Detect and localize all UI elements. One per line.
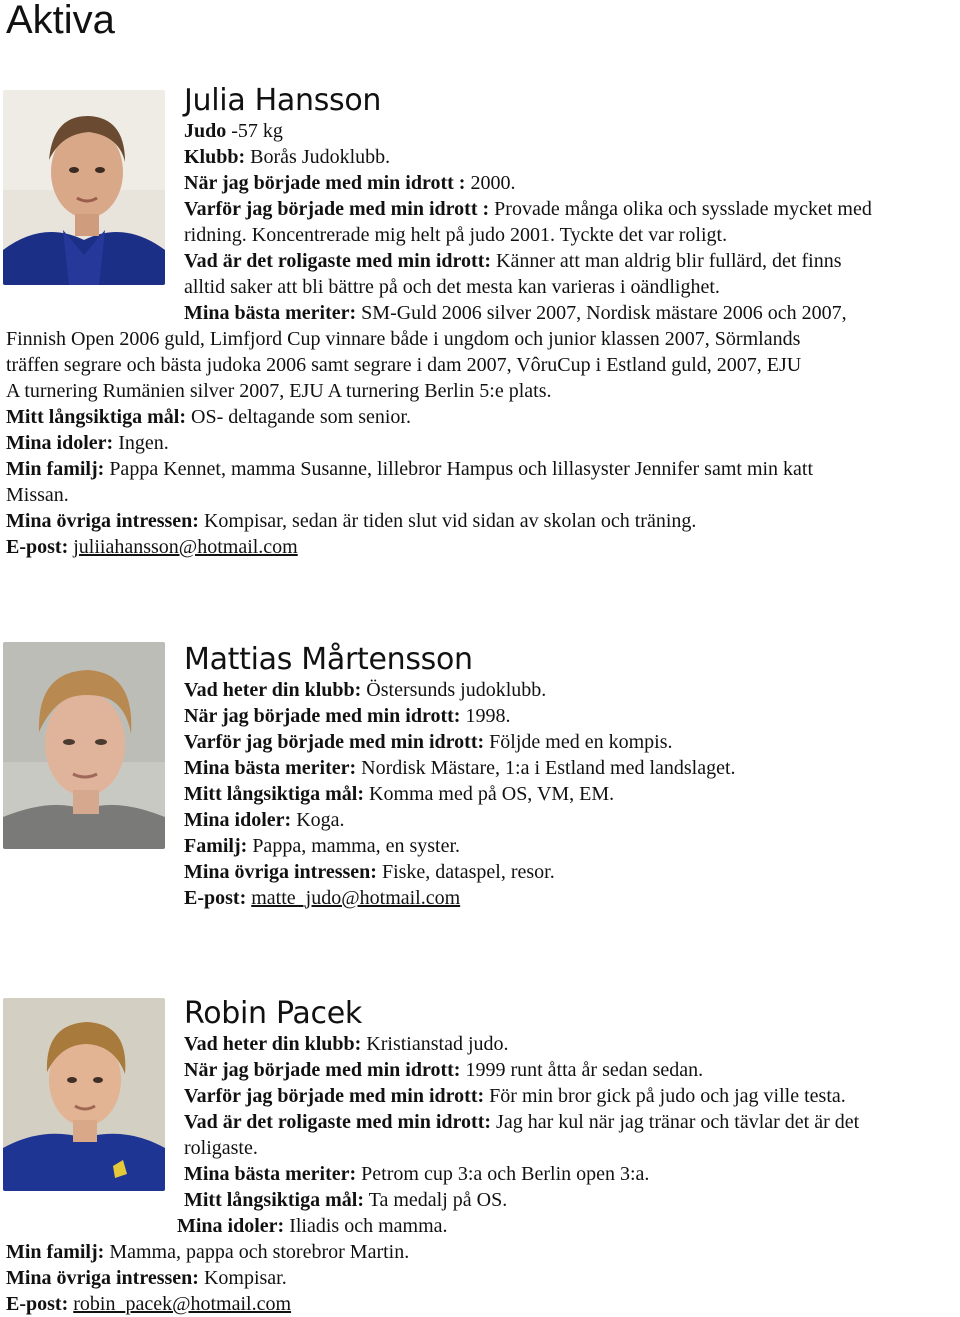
merits-line-cont: A turnering Rumänien silver 2007, EJU A turnering Berlin 5:e plats.: [6, 380, 552, 402]
started-line: När jag började med min idrott: 1999 runt åtta år sedan sedan.: [184, 1059, 704, 1081]
goal-line: Mitt långsiktiga mål: Komma med på OS, VM, EM.: [184, 783, 615, 805]
why-line: Varför jag började med min idrott: För min bror gick på judo och jag ville testa.: [184, 1085, 846, 1107]
email-link[interactable]: juliiahansson@hotmail.com: [73, 536, 298, 558]
started-line: När jag började med min idrott : 2000.: [184, 172, 516, 194]
family-line-cont: Missan.: [6, 484, 69, 506]
family-line: Familj: Pappa, mamma, en syster.: [184, 835, 461, 857]
fun-line-cont: roligaste.: [184, 1137, 258, 1159]
email-line: E-post: matte_judo@hotmail.com: [184, 887, 461, 909]
profile-name: Robin Pacek: [184, 996, 362, 1031]
interests-line: Mina övriga intressen: Kompisar.: [6, 1267, 287, 1289]
email-link[interactable]: robin_pacek@hotmail.com: [73, 1293, 292, 1315]
idols-line: Mina idoler: Koga.: [184, 809, 345, 831]
email-link[interactable]: matte_judo@hotmail.com: [251, 887, 461, 909]
profile-photo-robin: [3, 998, 165, 1191]
fun-line: Vad är det roligaste med min idrott: Jag har kul när jag tränar och tävlar det är det: [184, 1111, 860, 1133]
merits-line: Mina bästa meriter: SM-Guld 2006 silver 2007, Nordisk mästare 2006 och 2007,: [184, 302, 847, 324]
club-line: Klubb: Borås Judoklubb.: [184, 146, 391, 168]
why-line: Varför jag började med min idrott: Följde med en kompis.: [184, 731, 673, 753]
merits-line: Mina bästa meriter: Nordisk Mästare, 1:a i Estland med landslaget.: [184, 757, 736, 779]
profile-photo-mattias: [3, 642, 165, 849]
fun-line-cont: alltid saker att bli bättre på och det mesta kan varieras i oändlighet.: [184, 276, 720, 298]
profile-name: Mattias Mårtensson: [184, 642, 473, 677]
sport-line: Judo -57 kg: [184, 120, 283, 142]
interests-line: Mina övriga intressen: Fiske, dataspel, resor.: [184, 861, 555, 883]
family-line: Min familj: Pappa Kennet, mamma Susanne, lillebror Hampus och lillasyster Jennifer samt min katt: [6, 458, 814, 480]
idols-line: Mina idoler: Iliadis och mamma.: [177, 1215, 448, 1237]
email-line: E-post: juliiahansson@hotmail.com: [6, 536, 298, 558]
merits-line-cont: träffen segrare och bästa judoka 2006 samt segrare i dam 2007, VôruCup i Estland guld, 2007, EJU: [6, 354, 802, 376]
profile-photo-julia: [3, 90, 165, 285]
merits-line: Mina bästa meriter: Petrom cup 3:a och Berlin open 3:a.: [184, 1163, 650, 1185]
club-line: Vad heter din klubb: Östersunds judoklubb.: [184, 679, 547, 701]
profile-name: Julia Hansson: [184, 83, 382, 118]
idols-line: Mina idoler: Ingen.: [6, 432, 169, 454]
club-line: Vad heter din klubb: Kristianstad judo.: [184, 1033, 509, 1055]
email-line: E-post: robin_pacek@hotmail.com: [6, 1293, 292, 1315]
page-title: Aktiva: [6, 0, 115, 42]
interests-line: Mina övriga intressen: Kompisar, sedan är tiden slut vid sidan av skolan och träning.: [6, 510, 697, 532]
why-line: Varför jag började med min idrott : Provade många olika och sysslade mycket med: [184, 198, 872, 220]
merits-line-cont: Finnish Open 2006 guld, Limfjord Cup vinnare både i ungdom och junior klassen 2007, Sörmlands: [6, 328, 801, 350]
family-line: Min familj: Mamma, pappa och storebror Martin.: [6, 1241, 410, 1263]
fun-line: Vad är det roligaste med min idrott: Känner att man aldrig blir fullärd, det finns: [184, 250, 842, 272]
goal-line: Mitt långsiktiga mål: OS- deltagande som senior.: [6, 406, 411, 428]
started-line: När jag började med min idrott: 1998.: [184, 705, 511, 727]
why-line-cont: ridning. Koncentrerade mig helt på judo 2001. Tyckte det var roligt.: [184, 224, 728, 246]
goal-line: Mitt långsiktiga mål: Ta medalj på OS.: [184, 1189, 508, 1211]
